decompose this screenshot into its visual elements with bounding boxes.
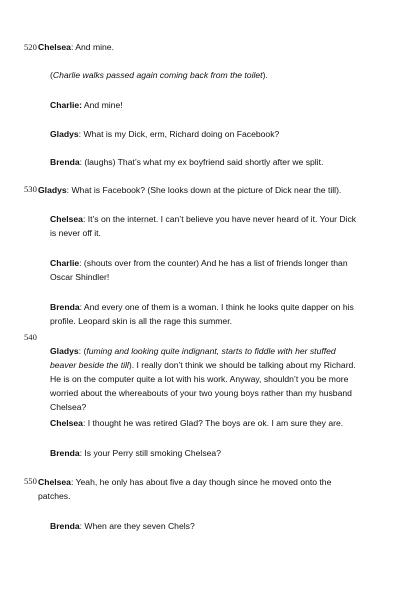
- dialogue-line: [50, 212, 360, 240]
- dialogue-text: : When are they seven Chels?: [79, 521, 195, 531]
- dialogue-line: [50, 98, 360, 112]
- dialogue-line: [38, 40, 362, 54]
- dialogue-line: [50, 127, 360, 141]
- dialogue-line: [50, 519, 360, 533]
- dialogue-text: And mine!: [82, 100, 123, 110]
- speaker-name: Gladys: [38, 185, 67, 195]
- speaker-name: Brenda: [50, 157, 80, 167]
- speaker-name: Gladys: [50, 129, 79, 139]
- speaker-name: Chelsea: [50, 214, 83, 224]
- dialogue-text: : (laughs) That’s what my ex boyfriend said shortly after we split.: [79, 157, 324, 167]
- speaker-name: Charlie:: [50, 100, 82, 110]
- dialogue-text: : What is my Dick, erm, Richard doing on Facebook?: [78, 129, 280, 139]
- dialogue-text: : What is Facebook? (She looks down at the picture of Dick near the till).: [66, 185, 342, 195]
- dialogue-text: : (shouts over from the counter) And he has a list of friends longer than Oscar Shindler!: [50, 258, 348, 282]
- line-number-530: 530: [24, 184, 37, 194]
- dialogue-text: : Yeah, he only has about five a day though since he moved onto the patches.: [38, 477, 332, 501]
- dialogue-line: [50, 300, 360, 328]
- dialogue-line: [50, 416, 360, 430]
- stage-direction-text: fuming and looking quite indignant, starts to fiddle with her stuffed beaver beside the till: [50, 346, 336, 370]
- line-number-520: 520: [24, 42, 37, 52]
- speaker-name: Chelsea: [38, 477, 71, 487]
- line-number-550: 550: [24, 476, 37, 486]
- dialogue-line: [50, 446, 360, 460]
- dialogue-line: [38, 183, 368, 197]
- speaker-name: Brenda: [50, 448, 80, 458]
- dialogue-text: : I thought he was retired Glad? The boys are ok. I am sure they are.: [82, 418, 344, 428]
- dialogue-line: [50, 256, 360, 284]
- dialogue-text: : Is your Perry still smoking Chelsea?: [79, 448, 221, 458]
- line-number-540: 540: [24, 332, 37, 342]
- speaker-name: Charlie: [50, 258, 80, 268]
- speaker-name: Brenda: [50, 302, 80, 312]
- dialogue-text: : And mine.: [70, 42, 114, 52]
- stage-direction-text: Charlie walks passed again coming back from the toilet: [52, 70, 263, 80]
- dialogue-line: Gladys: (fuming and looking quite indignant, starts to fiddle with her stuffed beaver beside the till). I really don’t think we should be talking about my Richard. He is on the computer quite a lot with his work. Anyway, shouldn’t you be more worried about the whereabouts of your two young boys rather than my husband Chelsea?: [50, 346, 356, 412]
- dialogue-line: [38, 475, 362, 503]
- speaker-name: Brenda: [50, 521, 80, 531]
- dialogue-line: [50, 155, 360, 169]
- dialogue-text: : It’s on the internet. I can’t believe you have never heard of it. Your Dick is never off it.: [50, 214, 357, 238]
- speaker-name: Chelsea: [50, 418, 83, 428]
- speaker-name: Chelsea: [38, 42, 71, 52]
- dialogue-text: : And every one of them is a woman. I think he looks quite dapper on his profile. Leopard skin is all the rage this summer.: [50, 302, 354, 326]
- dialogue-text: ). I really don’t think we should be talking about my Richard. He is on the computer quite a lot with his work. Anyway, shouldn’t you be more worried about the whereabouts of your two young boys rather than my husband Chelsea?: [50, 360, 356, 412]
- stage-direction: (Charlie walks passed again coming back from the toilet).: [50, 70, 268, 80]
- speaker-name: Gladys: [50, 346, 79, 356]
